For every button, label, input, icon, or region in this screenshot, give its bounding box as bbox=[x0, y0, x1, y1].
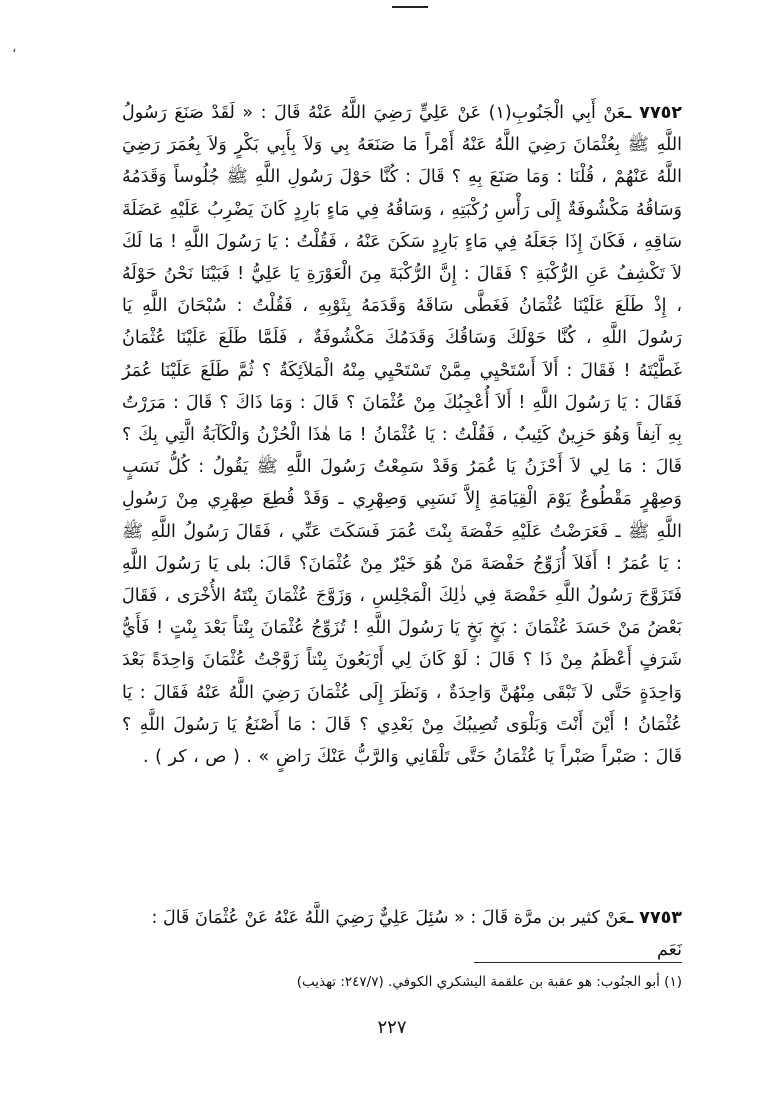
hadith-paragraph bbox=[122, 97, 682, 773]
hadith-text: عَنْ أَبِي الْجَنُوبِ(١) عَنْ عَلِيٍّ رَضِيَ اللَّهُ عَنْهُ قَالَ : « لَقَدْ صَنَعَ رَسُولُ اللَّهِ ﷺ بِعُثْمَانَ رَضِيَ اللَّهُ عَنْهُ أَمْراً مَا صَنَعَهُ بِي وَلاَ بِأَبِي بَكْرٍ وَلاَ بِعُمَرَ رَضِيَ اللَّهُ عَنْهُمْ ، قُلْنَا : وَمَا صَنَعَ بِهِ ؟ قَالَ : كُنَّا حَوْلَ رَسُولِ اللَّهِ ﷺ جُلُوساً وَقَدَمُهُ وَسَاقُهُ مَكْشُوفَةٌ إِلَى رَأْسِ رُكْبَتِهِ ، وَسَاقُهُ فِي مَاءٍ بَارِدٍ كَانَ يَضْرِبُ عَلَيْهِ عَضَلَةَ سَاقِهِ ، فَكَانَ إِذَا جَعَلَهُ فِي مَاءٍ بَارِدٍ سَكَنَ عَنْهُ ، فَقُلْتُ : يَا رَسُولَ اللَّهِ ! مَا لَكَ لاَ تَكْشِفُ عَنِ الرُّكْبَةِ ؟ فَقَالَ : إِنَّ الرُّكْبَةَ مِنَ الْعَوْرَةِ يَا عَلِيُّ ! فَبَيْنَا نَحْنُ حَوْلَهُ ، إِذْ طَلَعَ عَلَيْنَا عُثْمَانُ فَغَطَّى سَاقَهُ وَقَدَمَهُ بِثَوْبِهِ ، فَقُلْتُ : سُبْحَانَ اللَّهِ يَا رَسُولَ اللَّهِ ، كُنَّا حَوْلَكَ وَسَاقُكَ وَقَدَمُكَ مَكْشُوفَةٌ ، فَلَمَّا طَلَعَ عَلَيْنَا عُثْمَانُ غَطَّيْتَهُ ! فَقَالَ : أَلاَ أَسْتَحْيِي مِمَّنْ تَسْتَحْيِي مِنْهُ الْمَلاَئِكَةُ ؟ ثُمَّ طَلَعَ عَلَيْنَا عُمَرُ فَقَالَ : يَا رَسُولَ اللَّهِ ! أَلاَ أُعْجِبُكَ مِنْ عُثْمَانَ ؟ قَالَ : وَمَا ذَاكَ ؟ قَالَ : مَرَرْتُ بِهِ آنِفاً وَهُوَ حَزِينٌ كَئِيبٌ ، فَقُلْتُ : يَا عُثْمَانُ ! مَا هٰذَا الْحُزْنُ وَالْكَآبَةُ الَّتِي بِكَ ؟ قَالَ : مَا لِي لاَ أَحْزَنُ يَا عُمَرُ وَقَدْ سَمِعْتُ رَسُولَ اللَّهِ ﷺ يَقُولُ : كُلُّ نَسَبٍ وَصِهْرٍ مَقْطُوعٌ يَوْمَ الْقِيَامَةِ إِلاَّ نَسَبِي وَصِهْرِي ـ وَقَدْ قُطِعَ صِهْرِي مِنْ رَسُولِ اللَّهِ ﷺ ـ فَعَرَضْتُ عَلَيْهِ حَفْصَةَ بِنْتَ عُمَرَ فَسَكَتَ عَنِّي ، فَقَالَ رَسُولُ اللَّهِ ﷺ : يَا عُمَرُ ! أَفَلاَ أُزَوِّجُ حَفْصَةَ مَنْ هُوَ خَيْرٌ مِنْ عُثْمَانَ؟ قَالَ: بلى يَا رَسُولَ اللَّهِ فَتَزَوَّجَ رَسُولُ اللَّهِ حَفْصَةَ فِي ذٰلِكَ الْمَجْلِسِ ، وَزَوَّجَ عُثْمَانَ بِنْتَهُ الأُخْرَى ، فَقَالَ بَعْضُ مَنْ حَسَدَ عُثْمَانَ : بَخٍ بَخٍ يَا رَسُولَ اللَّهِ ! تُزَوِّجُ عُثْمَانَ بِنْتاً بَعْدَ بِنْتٍ ! فَأَيُّ شَرَفٍ أَعْظَمُ مِنْ ذَا ؟ قَالَ : لَوْ كَانَ لِي أَرْبَعُونَ بِنْتاً زَوَّجْتُ عُثْمَانَ وَاحِدَةً بَعْدَ وَاحِدَةٍ حَتَّى لاَ تَبْقَى مِنْهُنَّ وَاحِدَةٌ ، وَنَظَرَ إِلَى عُثْمَانَ رَضِيَ اللَّهُ عَنْهُ فَقَالَ : يَا عُثْمَانُ ! أَيْنَ أَنْتَ وَبَلْوَى تُصِيبُكَ مِنْ بَعْدِي ؟ قَالَ : مَا أَصْنَعُ يَا رَسُولَ اللَّهِ ؟ قَالَ : صَبْراً صَبْراً يَا عُثْمَانُ حَتَّى تَلْقَانِي وَالرَّبُّ عَنْكَ رَاضٍ » . ( ص ، كر ) . bbox=[122, 103, 682, 768]
hadith-7752 bbox=[122, 97, 682, 773]
footnote-separator bbox=[474, 962, 682, 963]
footnote: (١) أبو الجنُوب: هو عقبة بن علقمة اليشكري الكوفي. (٢٤٧/٧: تهذيب) bbox=[296, 974, 682, 990]
margin-mark: ، bbox=[12, 40, 17, 56]
hadith-number: ٧٧٥٣ ـ bbox=[627, 908, 682, 928]
hadith-number: ٧٧٥٢ ـ bbox=[625, 103, 682, 123]
hadith-7753 bbox=[122, 902, 682, 966]
hadith-text: عَنْ كثير بن مرَّة قَالَ : « سُئِلَ عَلِيٌّ رَضِيَ اللَّهُ عَنْهُ عَنْ عُثْمَانَ قَالَ : نَعَم bbox=[151, 908, 682, 960]
page-number: ٢٢٧ bbox=[377, 1017, 407, 1038]
top-rule bbox=[392, 6, 428, 8]
